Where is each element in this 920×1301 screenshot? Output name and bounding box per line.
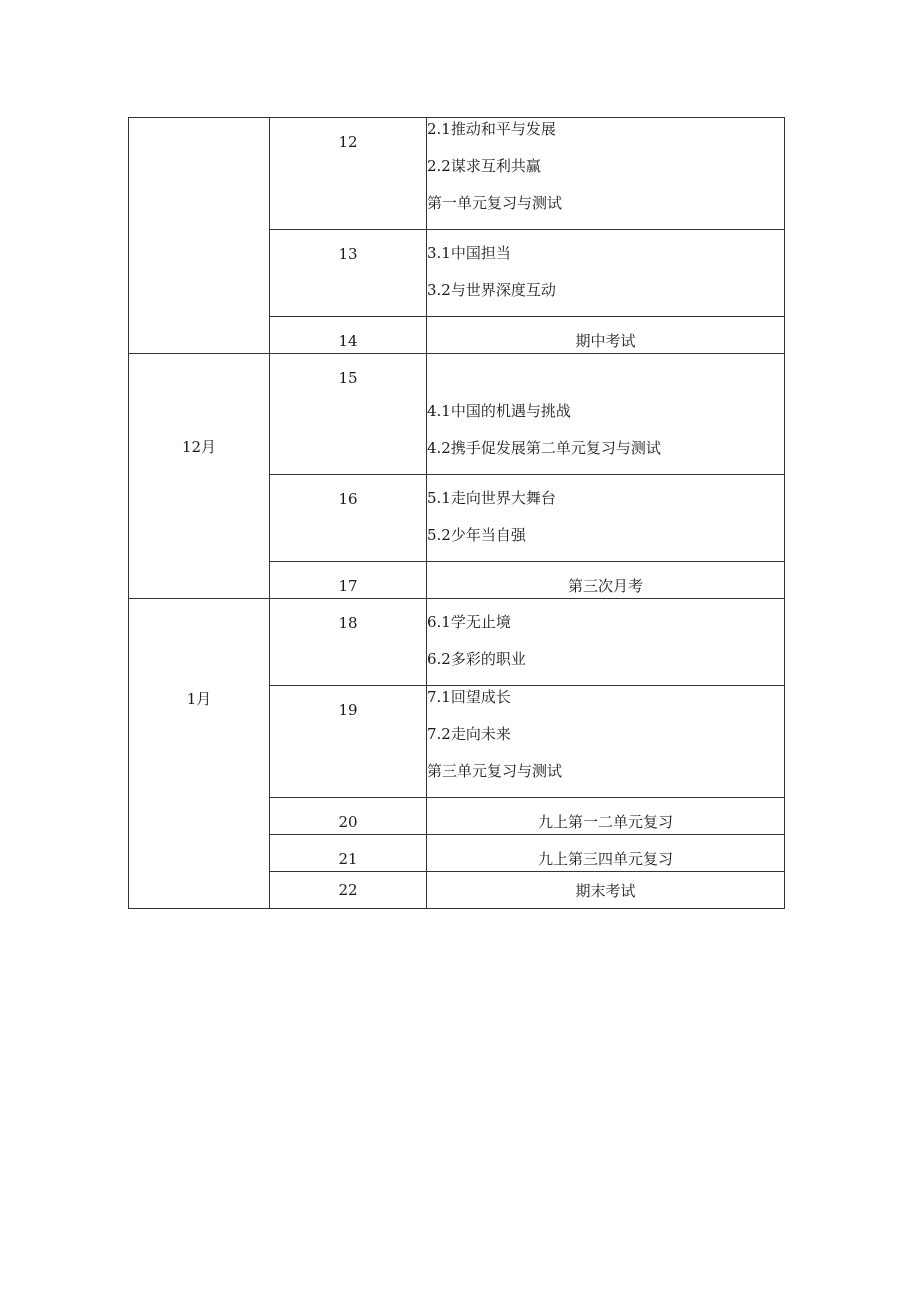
month-cell: 1月 [129, 599, 270, 909]
topic-line: 7.2走向未来 [427, 725, 511, 743]
week-cell: 19 [270, 686, 427, 798]
topic-cell [427, 230, 785, 317]
month-cell: 12月 [129, 354, 270, 599]
table-row [129, 599, 785, 686]
topic-line: 6.1学无止境 [427, 613, 511, 631]
week-cell: 17 [270, 562, 427, 599]
topic-line: 第三单元复习与测试 [427, 762, 563, 780]
table-row [129, 354, 785, 475]
topic-line: 7.1回望成长 [427, 688, 511, 706]
topic-cell: 期末考试 [427, 872, 785, 909]
topic-cell [427, 686, 785, 798]
table-row [129, 118, 785, 230]
week-cell: 21 [270, 835, 427, 872]
topic-line: 5.2少年当自强 [427, 526, 526, 544]
topic-cell [427, 599, 785, 686]
topic-line: 2.2谋求互利共赢 [427, 157, 541, 175]
month-cell [129, 118, 270, 354]
week-cell: 13 [270, 230, 427, 317]
topic-line: 4.1中国的机遇与挑战 [427, 402, 571, 420]
topic-cell [427, 475, 785, 562]
topic-cell: 期中考试 [427, 317, 785, 354]
week-cell: 20 [270, 798, 427, 835]
topic-line: 5.1走向世界大舞台 [427, 489, 556, 507]
topic-line: 3.1中国担当 [427, 244, 511, 262]
topic-cell: 九上第三四单元复习 [427, 835, 785, 872]
week-cell: 14 [270, 317, 427, 354]
week-cell: 22 [270, 872, 427, 909]
topic-line: 4.2携手促发展第二单元复习与测试 [427, 439, 661, 457]
topic-cell: 第三次月考 [427, 562, 785, 599]
topic-cell: 九上第一二单元复习 [427, 798, 785, 835]
week-cell: 12 [270, 118, 427, 230]
week-cell: 18 [270, 599, 427, 686]
topic-cell [427, 354, 785, 475]
topic-line: 第一单元复习与测试 [427, 194, 563, 212]
schedule-table [128, 117, 785, 909]
topic-line: 3.2与世界深度互动 [427, 281, 556, 299]
week-cell: 16 [270, 475, 427, 562]
topic-cell [427, 118, 785, 230]
topic-line: 2.1推动和平与发展 [427, 120, 556, 138]
topic-line: 6.2多彩的职业 [427, 650, 526, 668]
week-cell: 15 [270, 354, 427, 475]
